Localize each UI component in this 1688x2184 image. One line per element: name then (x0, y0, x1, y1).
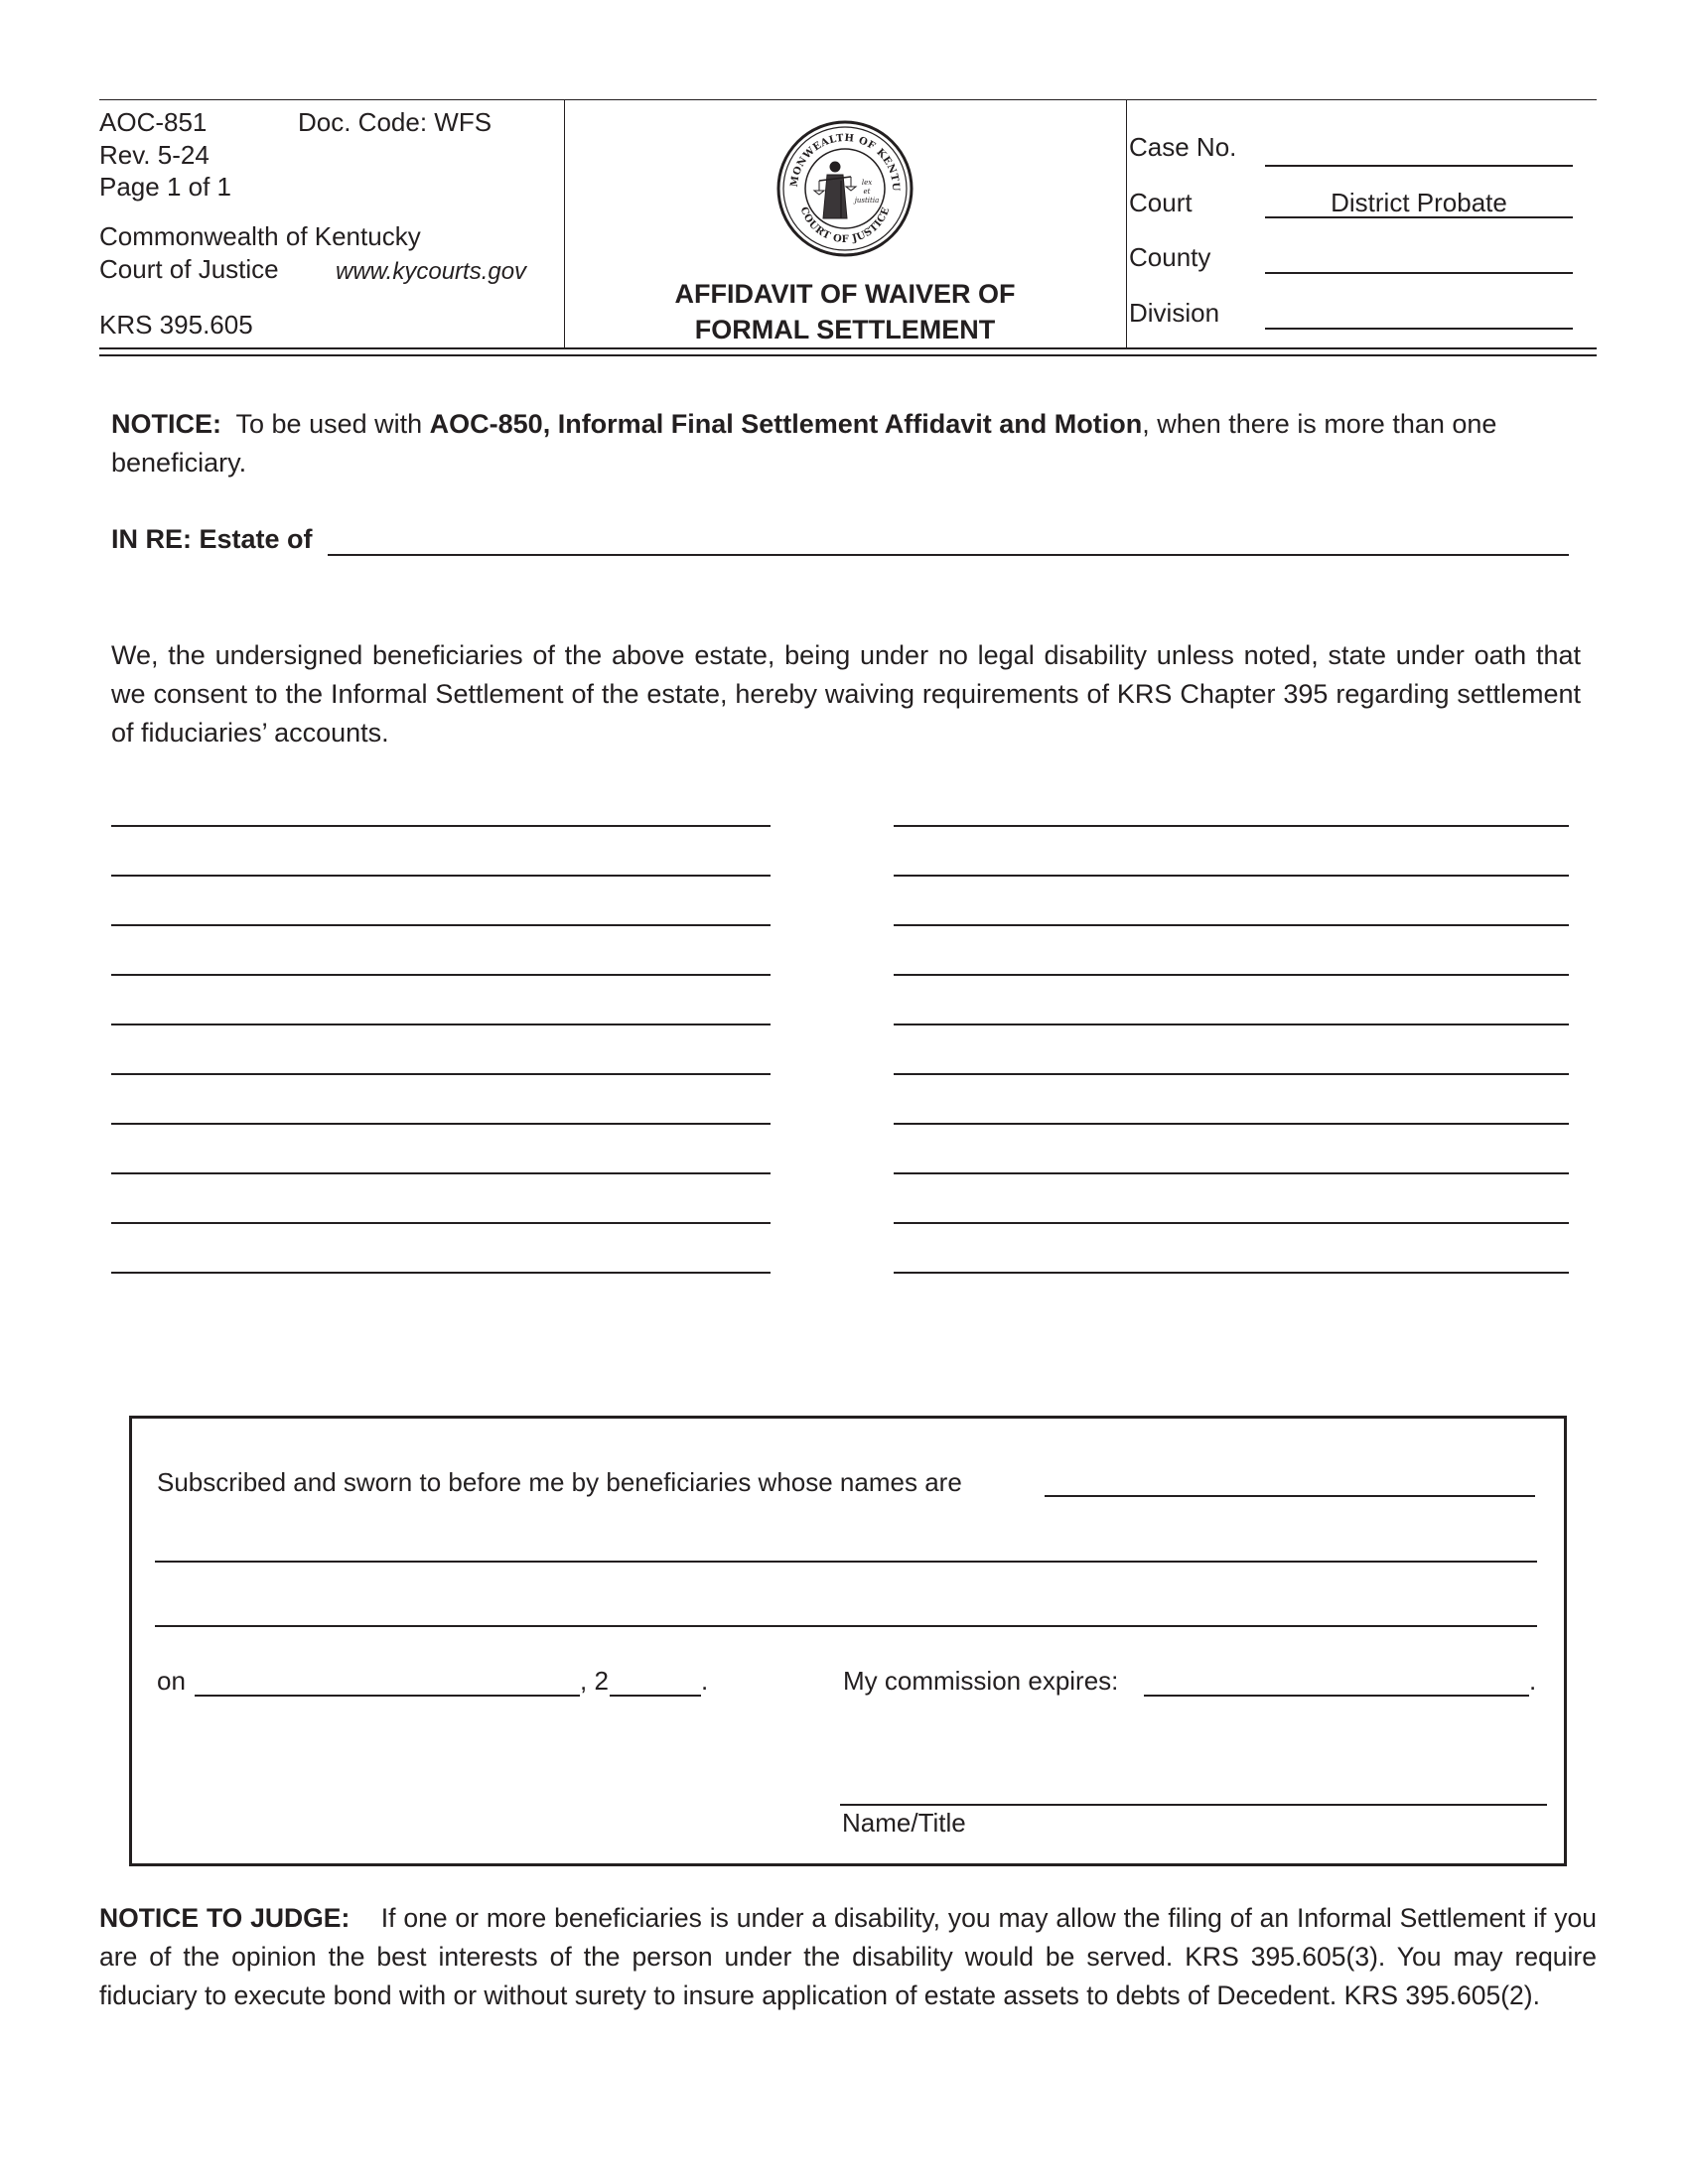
subscribed-text: Subscribed and sworn to before me by beneficiaries whose names are (157, 1467, 962, 1497)
commission-expires-field[interactable] (1144, 1664, 1529, 1697)
website-link[interactable]: www.kycourts.gov (336, 258, 527, 285)
signature-line-left[interactable] (111, 1272, 771, 1274)
signature-line-right[interactable] (894, 1272, 1569, 1274)
division-field[interactable] (1265, 298, 1573, 330)
signature-line-right[interactable] (894, 974, 1569, 976)
court-seal-icon (775, 119, 914, 258)
seal-motto-3: justitia (854, 197, 880, 205)
notice-bold-reference: AOC-850, Informal Final Settlement Affidavit and Motion (429, 409, 1143, 439)
case-no-label: Case No. (1129, 132, 1237, 162)
signature-line-left[interactable] (111, 1172, 771, 1174)
court-seal (775, 119, 914, 258)
signature-line-left[interactable] (111, 924, 771, 926)
header-top-rule (99, 99, 1597, 100)
case-no-field[interactable] (1265, 133, 1573, 167)
judge-notice-text: If one or more beneficiaries is under a disability, you may allow the filing of an Informal Settlement if you are of the opinion the best interests of the person under the disability would be served. KRS 395.605(3). You may require fiduciary to execute bond with or without surety to insure application of estate assets to debts of Decedent. KRS 395.605(2). (99, 1903, 1597, 2010)
page-number: Page 1 of 1 (99, 172, 231, 202)
commission-label: My commission expires: (843, 1666, 1119, 1696)
date-field[interactable] (195, 1664, 580, 1697)
division-label: Division (1129, 298, 1220, 328)
on-label: on (157, 1666, 186, 1696)
commission-period: . (1529, 1666, 1537, 1696)
header-bottom-rule-1 (99, 347, 1597, 349)
beneficiary-names-line-2[interactable] (155, 1561, 1537, 1563)
form-title-line2: FORMAL SETTLEMENT (694, 315, 996, 344)
commonwealth: Commonwealth of Kentucky (99, 221, 421, 251)
signature-line-left[interactable] (111, 974, 771, 976)
date-period: . (701, 1666, 709, 1696)
seal-top-text: MONWEALTH OF KENTU (788, 132, 902, 193)
signature-line-left[interactable] (111, 875, 771, 877)
county-field[interactable] (1265, 242, 1573, 274)
year-field[interactable] (610, 1664, 701, 1697)
signature-line-left[interactable] (111, 1024, 771, 1025)
estate-name-field[interactable] (328, 522, 1569, 556)
signature-line-left[interactable] (111, 825, 771, 827)
judge-notice-label: NOTICE TO JUDGE: (99, 1903, 351, 1933)
signature-line-right[interactable] (894, 1123, 1569, 1125)
notice-text-before: To be used with (235, 409, 423, 439)
signature-line-left[interactable] (111, 1073, 771, 1075)
name-title-signature-line[interactable] (840, 1804, 1547, 1806)
signature-line-right[interactable] (894, 875, 1569, 877)
seal-motto-1: lex (861, 179, 873, 187)
form-number: AOC-851 (99, 107, 208, 137)
seal-bottom-text: COURT OF JUSTICE (797, 205, 893, 246)
revision: Rev. 5-24 (99, 140, 210, 170)
seal-motto-2: et (863, 188, 871, 196)
beneficiary-names-line-3[interactable] (155, 1625, 1537, 1627)
signature-line-left[interactable] (111, 1222, 771, 1224)
court-of-justice: Court of Justice (99, 254, 279, 284)
in-re-label: IN RE: Estate of (111, 524, 313, 554)
statute-reference: KRS 395.605 (99, 310, 253, 340)
signature-line-right[interactable] (894, 825, 1569, 827)
header-bottom-rule-2 (99, 354, 1597, 356)
form-title-line1: AFFIDAVIT OF WAIVER OF (674, 279, 1016, 309)
signature-line-right[interactable] (894, 1222, 1569, 1224)
notice-label: NOTICE: (111, 409, 221, 439)
judge-notice-paragraph (99, 1899, 1597, 2015)
header-divider-right (1126, 99, 1127, 347)
signature-line-right[interactable] (894, 1172, 1569, 1174)
court-label: Court (1129, 188, 1193, 217)
court-field[interactable]: District Probate (1265, 187, 1573, 218)
doc-code: Doc. Code: WFS (298, 107, 492, 137)
name-title-label: Name/Title (842, 1808, 966, 1838)
signature-line-left[interactable] (111, 1123, 771, 1125)
signature-line-right[interactable] (894, 924, 1569, 926)
signature-line-right[interactable] (894, 1073, 1569, 1075)
statement-paragraph: We, the undersigned beneficiaries of the above estate, being under no legal disability unless noted, state under oath that we consent to the Informal Settlement of the estate, hereby waiving requirements of KRS Chapter 395 regarding settlement of fiduciaries’ accounts. (111, 640, 1581, 748)
signature-line-right[interactable] (894, 1024, 1569, 1025)
notice-text-after: , when there is more than one beneficiary. (111, 409, 1497, 478)
beneficiary-names-field[interactable] (1045, 1463, 1535, 1497)
notice-paragraph (111, 405, 1581, 482)
county-label: County (1129, 242, 1211, 272)
year-prefix: , 2 (580, 1666, 609, 1696)
